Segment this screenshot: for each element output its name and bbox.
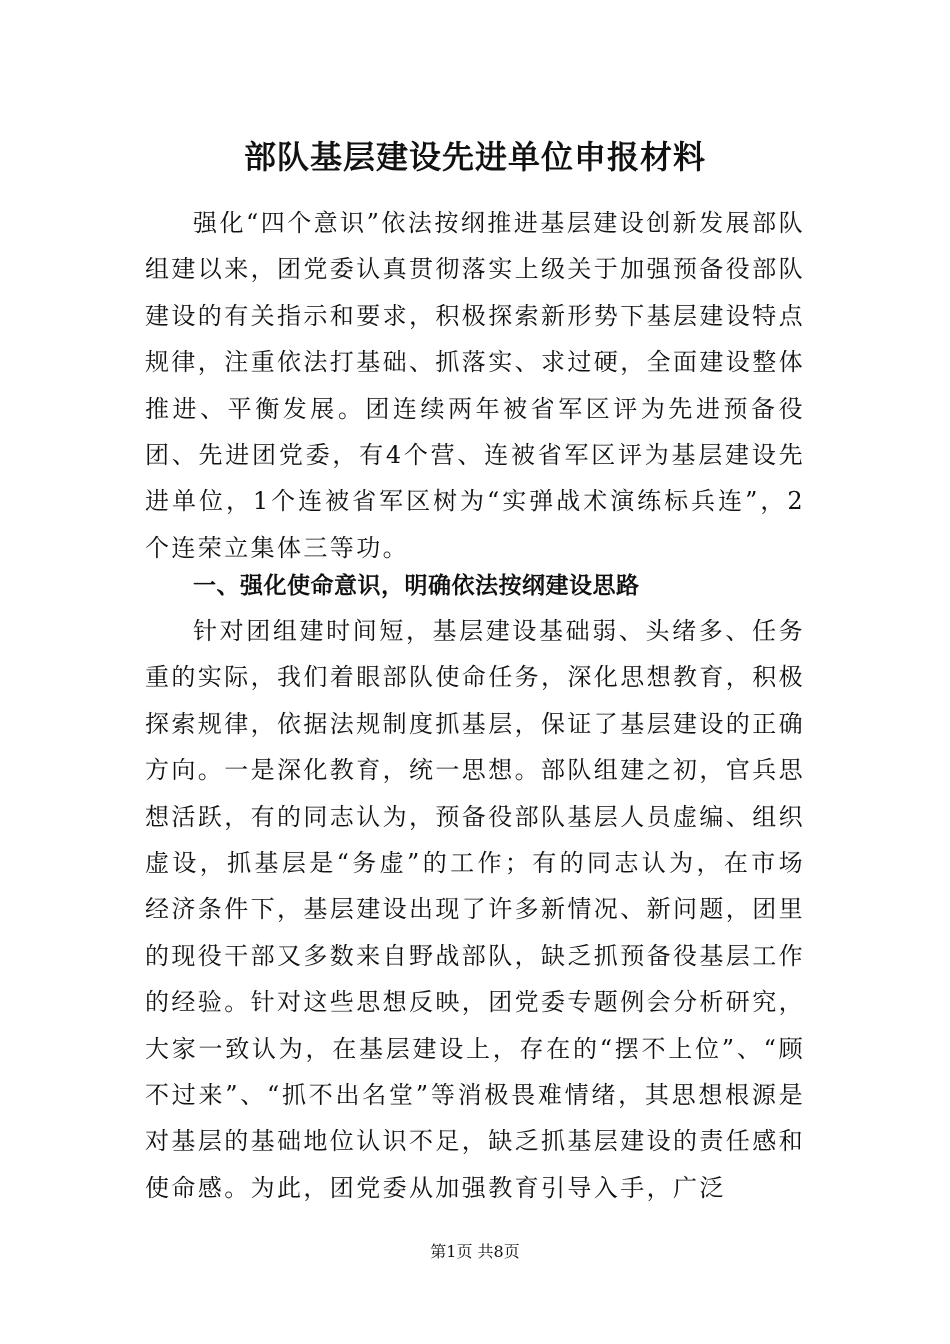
section-heading-1: 一、强化使命意识，明确依法按纲建设思路 [193, 573, 640, 599]
body-paragraph-section-1: 针对团组建时间短，基层建设基础弱、头绪多、任务重的实际，我们着眼部队使命任务，深化思想教育，积极探索规律，依据法规制度抓基层，保证了基层建设的正确方向。一是深化教育，统一思想。部队组建之初，官兵思想活跃，有的同志认为，预备役部队基层人员虚编、组织虚设，抓基层是“务虚”的工作；有的同志认为，在市场经济条件下，基层建设出现了许多新情况、新问题，团里的现役干部又多数来自野战部队，缺乏抓预备役基层工作的经验。针对这些思想反映，团党委专题例会分析研究，大家一致认为，在基层建设上，存在的“摆不上位”、“顾不过来”、“抓不出名堂”等消极畏难情绪，其思想根源是对基层的基础地位认识不足，缺乏抓基层建设的责任感和使命感。为此，团党委从加强教育引导入手，广泛 [145, 617, 805, 1202]
body-paragraph-intro: 强化“四个意识”依法按纲推进基层建设创新发展部队组建以来，团党委认真贯彻落实上级关于加强预备役部队建设的有关指示和要求，积极探索新形势下基层建设特点规律，注重依法打基础、抓落实、求过硬，全面建设整体推进、平衡发展。团连续两年被省军区评为先进预备役团、先进团党委，有4个营、连被省军区评为基层建设先进单位，1个连被省军区树为“实弹战术演练标兵连”，2个连荣立集体三等功。 [145, 209, 805, 562]
page-footer: 第1页 共8页 [430, 1242, 520, 1261]
document-title: 部队基层建设先进单位申报材料 [243, 138, 706, 176]
